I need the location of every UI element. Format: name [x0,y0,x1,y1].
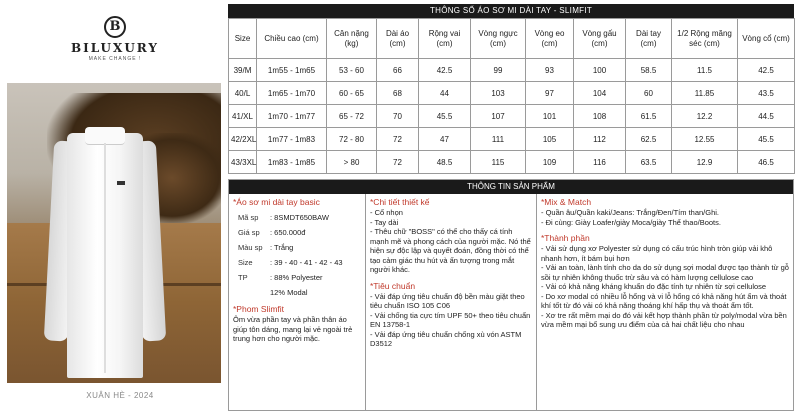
logo-mark: B [104,16,126,38]
table-cell: 39/M [229,59,257,82]
table-cell: 60 [626,82,672,105]
fit-text: Ôm vừa phần tay và phần thân áo giúp tôn dáng, mang lại vẻ ngoài trẻ trung hơn cho người mặc. [233,315,353,343]
spec-header: Chiều cao (cm) [257,19,327,59]
spec-header: Vòng cổ (cm) [738,19,795,59]
brand-panel [0,0,228,418]
table-cell: 100 [574,59,626,82]
design-heading: *Chi tiết thiết kế [370,197,430,207]
spec-header: Dài tay (cm) [626,19,672,59]
field-value: : 8SMDT650BAW [270,213,329,222]
white-shirt-image [45,123,165,378]
table-cell: 60 - 65 [327,82,377,105]
table-cell: 66 [377,59,419,82]
table-cell: 70 [377,105,419,128]
spec-title: THÔNG SỐ ÁO SƠ MI DÀI TAY - SLIMFIT [228,4,794,18]
field-key: TP [238,273,248,282]
table-row [229,105,795,128]
field-value: : 88% Polyester [270,273,323,282]
shirt-placket [104,143,106,373]
field-key: Mã sp [238,213,259,222]
material-heading: *Thành phần [541,233,590,243]
field-key: Size [238,258,253,267]
table-cell: 61.5 [626,105,672,128]
table-cell: 68 [377,82,419,105]
spec-header: Size [229,19,257,59]
size-spec-section [228,4,794,174]
info-column-product [229,194,366,410]
table-cell: 1m77 - 1m83 [257,128,327,151]
table-cell: 101 [526,105,574,128]
table-cell: 42/2XL [229,128,257,151]
material-line: - Vải an toàn, lành tính cho da do sử dụng sợi modal được tạo thành từ gỗ sồi tự nhiên không thuốc trừ sâu và có hàm lượng cellulose cao [541,263,789,282]
table-cell: 44 [419,82,471,105]
table-cell: 72 [377,151,419,174]
brand-logo [70,16,160,66]
table-cell: 1m65 - 1m70 [257,82,327,105]
table-cell: 116 [574,151,626,174]
spec-header: 1/2 Rộng măng séc (cm) [672,19,738,59]
field-row [238,258,361,268]
standard-line: - Vải đáp ứng tiêu chuẩn chống xù vón ASTM D3512 [370,329,522,348]
table-cell: 41/XL [229,105,257,128]
mix-line: - Đi cùng: Giày Loafer/giày Moca/giày Thể thao/Boots. [541,217,721,227]
table-cell: 107 [471,105,526,128]
field-key: Màu sp [238,243,263,252]
field-value: 12% Modal [270,288,308,297]
field-value: : 39 - 40 - 41 - 42 - 43 [270,258,343,267]
brand-name: BILUXURY [71,41,159,55]
brand-tagline: MAKE CHANGE ! [88,56,142,62]
design-line: - Tay dài [370,217,399,227]
product-info-section [228,179,794,411]
table-cell: 1m70 - 1m77 [257,105,327,128]
table-cell: 63.5 [626,151,672,174]
size-spec-table [228,18,795,174]
table-cell: 111 [471,128,526,151]
table-cell: 72 [377,128,419,151]
spec-header: Vòng eo (cm) [526,19,574,59]
table-cell: 109 [526,151,574,174]
table-cell: 40/L [229,82,257,105]
table-cell: 48.5 [419,151,471,174]
table-cell: 105 [526,128,574,151]
table-cell: 72 - 80 [327,128,377,151]
spec-header: Dài áo (cm) [377,19,419,59]
spec-header: Cân nặng (kg) [327,19,377,59]
table-cell: 42.5 [419,59,471,82]
product-heading: *Áo sơ mi dài tay basic [233,197,320,207]
field-value: : Trắng [270,243,294,252]
table-cell: 99 [471,59,526,82]
standard-line: - Vải chống tia cực tím UPF 50+ theo tiêu chuẩn EN 13758-1 [370,310,531,329]
table-cell: 12.9 [672,151,738,174]
info-columns [229,194,793,410]
product-photo [7,83,221,383]
table-cell: 112 [574,128,626,151]
field-key: Giá sp [238,228,260,237]
table-cell: 93 [526,59,574,82]
table-cell: 12.2 [672,105,738,128]
table-cell: 47 [419,128,471,151]
table-cell: 53 - 60 [327,59,377,82]
season-label: XUÂN HÈ - 2024 [86,391,154,400]
table-row [229,59,795,82]
field-key [238,288,270,298]
table-cell: > 80 [327,151,377,174]
standard-heading: *Tiêu chuẩn [370,280,416,291]
table-row [229,128,795,151]
table-cell: 58.5 [626,59,672,82]
table-cell: 12.55 [672,128,738,151]
field-row [238,273,361,283]
field-row [238,288,361,298]
info-column-mix [537,194,793,410]
table-cell: 104 [574,82,626,105]
material-line: - Do xơ modal có nhiều lỗ hổng và vi lỗ hổng có khả năng hút ẩm và thoát khí tốt từ đó vải có khả năng thoáng khí hấp thụ và thoát ẩm tốt. [541,291,787,310]
info-title: THÔNG TIN SẢN PHẨM [229,180,793,194]
field-row [238,243,361,253]
field-value: : 650.000đ [270,228,306,237]
boss-embroidery [117,181,125,185]
spec-header: Rộng vai (cm) [419,19,471,59]
field-row [238,213,361,223]
table-cell: 46.5 [738,151,795,174]
table-cell: 97 [526,82,574,105]
table-cell: 44.5 [738,105,795,128]
table-cell: 108 [574,105,626,128]
table-cell: 1m83 - 1m85 [257,151,327,174]
mix-heading: *Mix & Match [541,197,592,207]
table-cell: 11.5 [672,59,738,82]
table-cell: 103 [471,82,526,105]
spec-header-row [229,19,795,59]
material-line: - Vải có khả năng kháng khuẩn do đặc tính tự nhiên từ sợi cellulose [541,282,767,291]
table-row [229,151,795,174]
material-line: - Xơ tre rất mềm mại do đó vải kết hợp thành phần từ poly/modal vừa bền vừa mềm mại bổ sung ưu điểm của cả hai chất liệu cho nhau [541,310,787,329]
material-line: - Vải sử dụng xơ Polyester sử dụng có cấu trúc hình tròn giúp vải khô nhanh hơn, ít bám bụi hơn [541,244,773,263]
table-cell: 43.5 [738,82,795,105]
table-cell: 11.85 [672,82,738,105]
table-row [229,82,795,105]
fit-heading: *Phom Slimfit [233,304,285,314]
table-cell: 65 - 72 [327,105,377,128]
table-cell: 62.5 [626,128,672,151]
table-cell: 1m55 - 1m65 [257,59,327,82]
mix-line: - Quần âu/Quần kaki/Jeans: Trắng/Đen/Tím than/Ghi. [541,208,720,217]
table-cell: 115 [471,151,526,174]
spec-header: Vòng gấu (cm) [574,19,626,59]
table-cell: 45.5 [419,105,471,128]
table-cell: 45.5 [738,128,795,151]
spec-header: Vòng ngực (cm) [471,19,526,59]
field-row [238,228,361,238]
table-cell: 42.5 [738,59,795,82]
table-cell: 43/3XL [229,151,257,174]
design-line: - Cổ nhọn [370,208,403,217]
design-line: - Thêu chữ "BOSS" có thể cho thấy cá tính mạnh mẽ và phong cách của người mặc. Nó thể hiện sự độc lập và quyết đoán, đồng thời có thể tạo cảm giác thu hút và ấn tượng trong mắt người khác. [370,227,531,274]
standard-line: - Vải đáp ứng tiêu chuẩn độ bền màu giặt theo tiêu chuẩn ISO 105 C06 [370,291,525,310]
info-column-design [366,194,537,410]
